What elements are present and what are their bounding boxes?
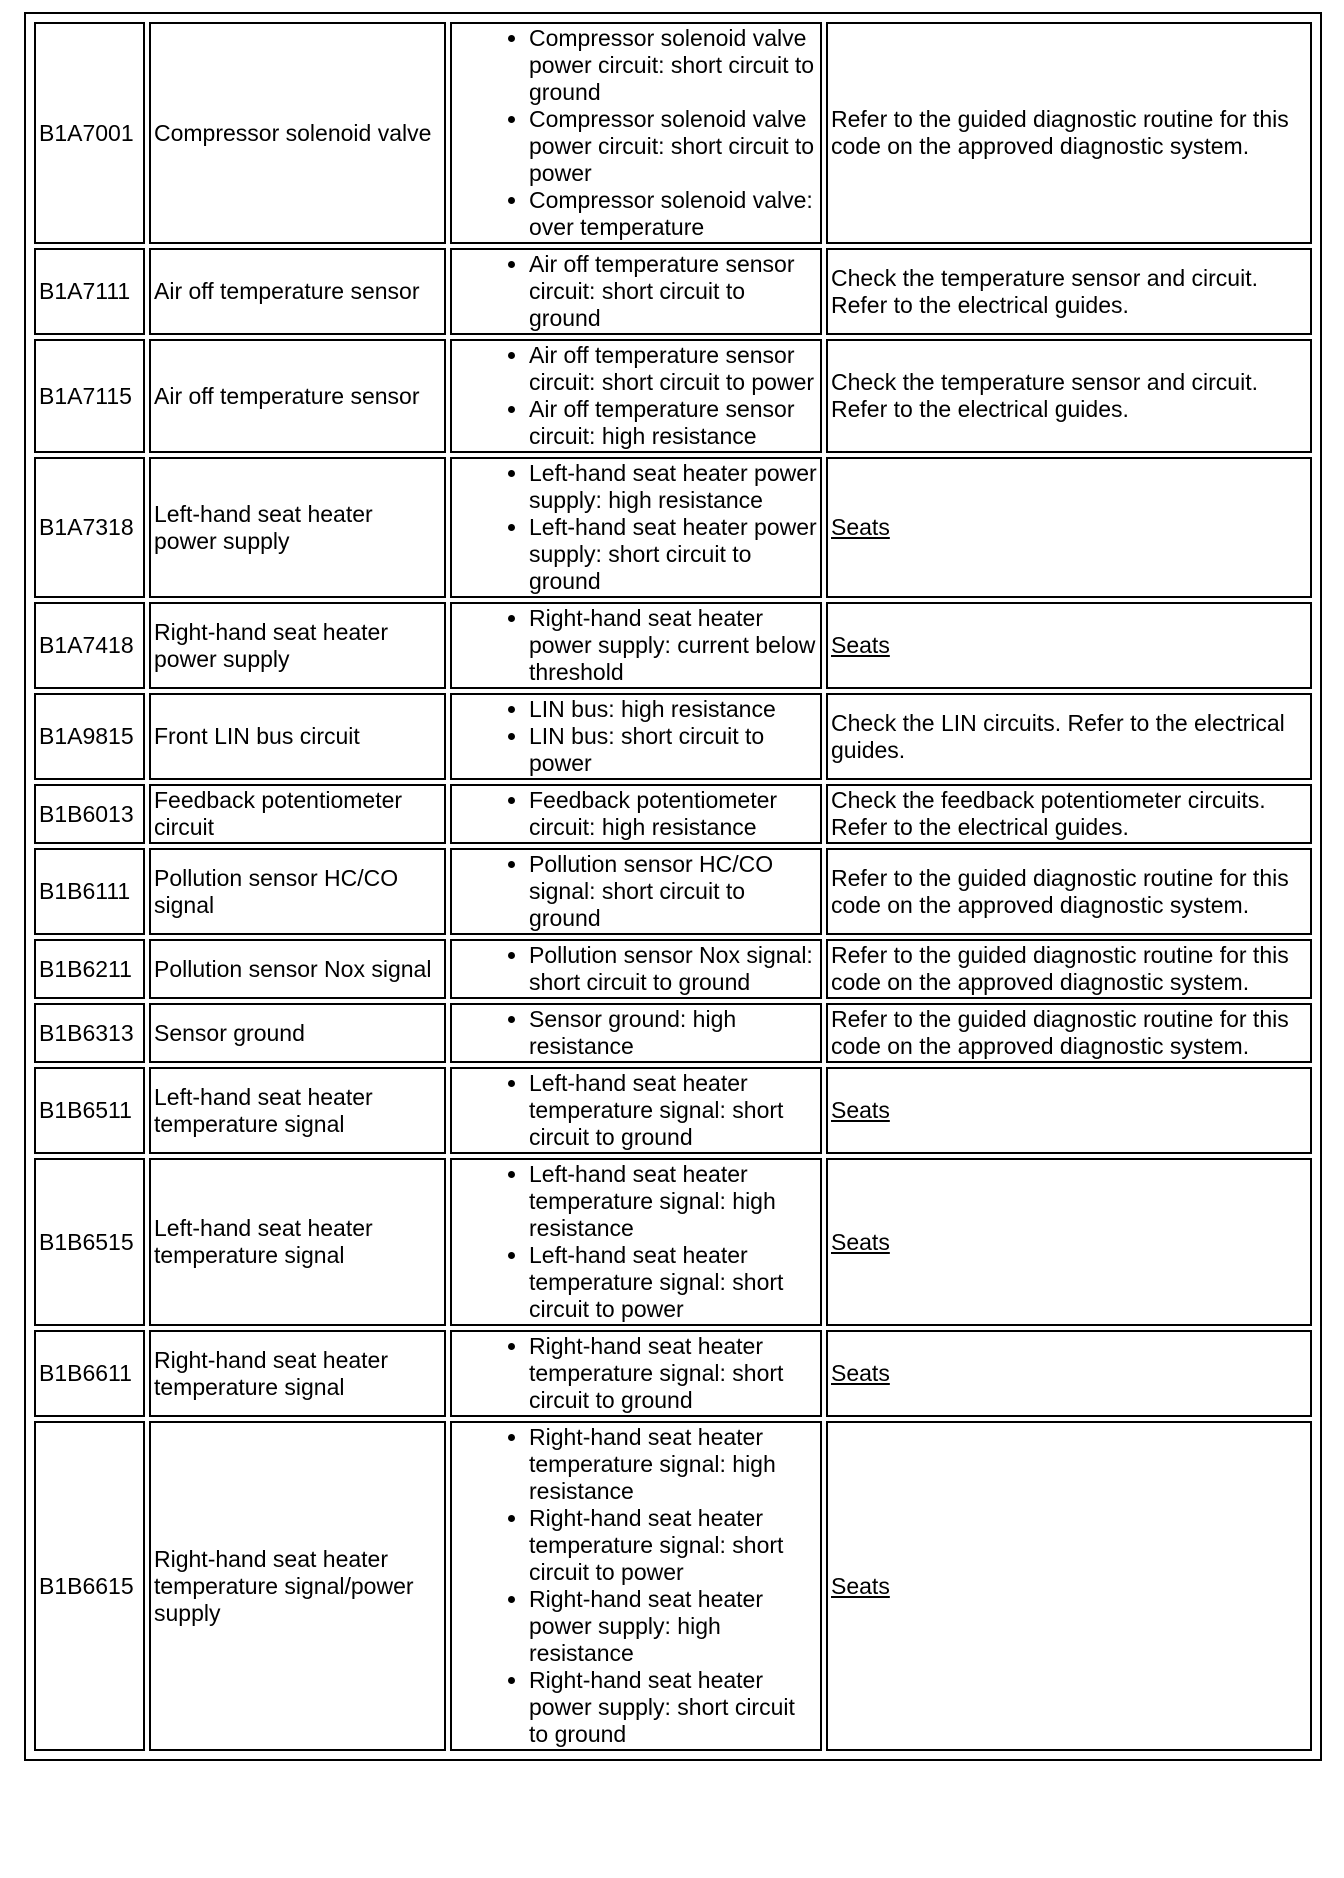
cause-item: • Left-hand seat heater temperature signal: high resistance	[529, 1161, 817, 1242]
dtc-code: B1A7115	[34, 339, 145, 453]
dtc-possible-causes	[450, 848, 822, 935]
cause-item: • Compressor solenoid valve power circuit: short circuit to power	[529, 106, 817, 187]
cause-item: • Pollution sensor HC/CO signal: short circuit to ground	[529, 851, 817, 932]
seats-link[interactable]: Seats	[831, 1228, 890, 1255]
dtc-action: Refer to the guided diagnostic routine for this code on the approved diagnostic system.	[826, 939, 1312, 999]
dtc-possible-causes	[450, 22, 822, 244]
dtc-possible-causes	[450, 1330, 822, 1417]
dtc-action	[826, 1067, 1312, 1154]
cause-item: • Air off temperature sensor circuit: high resistance	[529, 396, 817, 450]
dtc-possible-causes	[450, 248, 822, 335]
dtc-description: Left-hand seat heater temperature signal	[149, 1158, 446, 1326]
dtc-possible-causes	[450, 784, 822, 844]
cause-item: • LIN bus: short circuit to power	[529, 723, 817, 777]
table-row	[34, 693, 1312, 780]
dtc-action	[826, 1330, 1312, 1417]
cause-item: • Left-hand seat heater power supply: high resistance	[529, 460, 817, 514]
dtc-possible-causes	[450, 1158, 822, 1326]
dtc-description: Right-hand seat heater temperature signal/power supply	[149, 1421, 446, 1751]
cause-list	[455, 851, 817, 932]
dtc-code: B1A7111	[34, 248, 145, 335]
cause-list	[455, 1070, 817, 1151]
dtc-description: Pollution sensor HC/CO signal	[149, 848, 446, 935]
cause-item: • Feedback potentiometer circuit: high resistance	[529, 787, 817, 841]
table-row	[34, 1067, 1312, 1154]
dtc-description: Air off temperature sensor	[149, 248, 446, 335]
dtc-possible-causes	[450, 1067, 822, 1154]
dtc-action: Check the temperature sensor and circuit. Refer to the electrical guides.	[826, 339, 1312, 453]
cause-item: • LIN bus: high resistance	[529, 696, 817, 723]
dtc-action: Check the LIN circuits. Refer to the electrical guides.	[826, 693, 1312, 780]
cause-item: • Right-hand seat heater power supply: current below threshold	[529, 605, 817, 686]
dtc-description: Right-hand seat heater power supply	[149, 602, 446, 689]
seats-link[interactable]: Seats	[831, 514, 890, 540]
cause-list	[455, 25, 817, 241]
cause-list	[455, 605, 817, 686]
dtc-action: Refer to the guided diagnostic routine for this code on the approved diagnostic system.	[826, 1003, 1312, 1063]
dtc-description: Air off temperature sensor	[149, 339, 446, 453]
dtc-possible-causes	[450, 1003, 822, 1063]
seats-link[interactable]: Seats	[831, 632, 890, 658]
dtc-description: Feedback potentiometer circuit	[149, 784, 446, 844]
dtc-code: B1B6313	[34, 1003, 145, 1063]
dtc-code: B1B6611	[34, 1330, 145, 1417]
cause-list	[455, 460, 817, 595]
dtc-description: Left-hand seat heater power supply	[149, 457, 446, 598]
cause-item: • Left-hand seat heater temperature signal: short circuit to ground	[529, 1070, 817, 1151]
table-row	[34, 784, 1312, 844]
cause-list	[455, 696, 817, 777]
dtc-code: B1A7318	[34, 457, 145, 598]
table-row	[34, 22, 1312, 244]
dtc-action: Refer to the guided diagnostic routine for this code on the approved diagnostic system.	[826, 22, 1312, 244]
cause-item: • Pollution sensor Nox signal: short circuit to ground	[529, 942, 817, 996]
dtc-possible-causes	[450, 939, 822, 999]
cause-item: • Compressor solenoid valve power circuit: short circuit to ground	[529, 25, 817, 106]
dtc-description: Right-hand seat heater temperature signal	[149, 1330, 446, 1417]
cause-item: • Right-hand seat heater power supply: short circuit to ground	[529, 1667, 817, 1748]
table-row	[34, 939, 1312, 999]
cause-item: • Left-hand seat heater temperature signal: short circuit to power	[529, 1242, 817, 1323]
cause-item: • Right-hand seat heater temperature signal: short circuit to ground	[529, 1333, 817, 1414]
dtc-code: B1B6111	[34, 848, 145, 935]
dtc-code: B1B6515	[34, 1158, 145, 1326]
dtc-code: B1A7001	[34, 22, 145, 244]
dtc-possible-causes	[450, 457, 822, 598]
dtc-code: B1A7418	[34, 602, 145, 689]
cause-list	[455, 1006, 817, 1060]
dtc-code: B1B6511	[34, 1067, 145, 1154]
cause-item: • Air off temperature sensor circuit: short circuit to ground	[529, 251, 817, 332]
dtc-description: Pollution sensor Nox signal	[149, 939, 446, 999]
cause-item: • Air off temperature sensor circuit: short circuit to power	[529, 342, 817, 396]
dtc-action	[826, 602, 1312, 689]
table-row	[34, 1421, 1312, 1751]
dtc-description: Left-hand seat heater temperature signal	[149, 1067, 446, 1154]
dtc-action: Check the temperature sensor and circuit. Refer to the electrical guides.	[826, 248, 1312, 335]
cause-item: • Right-hand seat heater temperature signal: high resistance	[529, 1424, 817, 1505]
dtc-action	[826, 457, 1312, 598]
table-row	[34, 602, 1312, 689]
dtc-possible-causes	[450, 693, 822, 780]
dtc-code: B1B6615	[34, 1421, 145, 1751]
table-row	[34, 848, 1312, 935]
dtc-possible-causes	[450, 339, 822, 453]
dtc-action	[826, 1421, 1312, 1751]
cause-item: • Compressor solenoid valve: over temperature	[529, 187, 817, 241]
dtc-action: Refer to the guided diagnostic routine for this code on the approved diagnostic system.	[826, 848, 1312, 935]
seats-link[interactable]: Seats	[831, 1360, 890, 1386]
dtc-action: Check the feedback potentiometer circuits. Refer to the electrical guides.	[826, 784, 1312, 844]
table-row	[34, 457, 1312, 598]
dtc-code: B1B6013	[34, 784, 145, 844]
cause-list	[455, 1333, 817, 1414]
table-row	[34, 1003, 1312, 1063]
cause-list	[455, 342, 817, 450]
cause-item: • Right-hand seat heater power supply: high resistance	[529, 1586, 817, 1667]
table-row	[34, 248, 1312, 335]
cause-item: • Sensor ground: high resistance	[529, 1006, 817, 1060]
seats-link[interactable]: Seats	[831, 1097, 890, 1123]
dtc-action	[826, 1158, 1312, 1326]
cause-list	[455, 251, 817, 332]
dtc-table-body	[34, 22, 1312, 1751]
table-row	[34, 1158, 1312, 1326]
cause-list	[455, 1161, 817, 1323]
table-row	[34, 339, 1312, 453]
dtc-code: B1B6211	[34, 939, 145, 999]
table-row	[34, 1330, 1312, 1417]
cause-list	[455, 1424, 817, 1748]
cause-item: • Left-hand seat heater power supply: short circuit to ground	[529, 514, 817, 595]
dtc-description: Sensor ground	[149, 1003, 446, 1063]
seats-link[interactable]: Seats	[831, 1572, 890, 1599]
cause-list	[455, 787, 817, 841]
dtc-description: Front LIN bus circuit	[149, 693, 446, 780]
cause-item: • Right-hand seat heater temperature signal: short circuit to power	[529, 1505, 817, 1586]
dtc-table	[30, 18, 1316, 1755]
dtc-code: B1A9815	[34, 693, 145, 780]
dtc-description: Compressor solenoid valve	[149, 22, 446, 244]
dtc-table-frame	[24, 12, 1322, 1761]
dtc-possible-causes	[450, 602, 822, 689]
cause-list	[455, 942, 817, 996]
dtc-possible-causes	[450, 1421, 822, 1751]
